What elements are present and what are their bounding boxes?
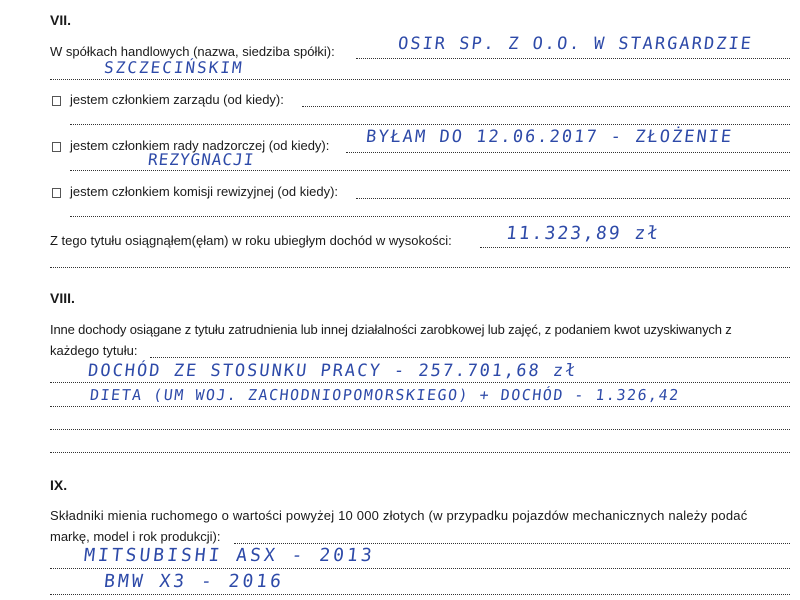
- section-8-heading: VIII.: [50, 290, 75, 306]
- companies-handwritten-1: OSIR SP. Z O.O. W STARGARDZIE: [396, 34, 754, 54]
- board-label: jestem członkiem zarządu (od kiedy):: [70, 92, 284, 107]
- supervisory-label: jestem członkiem rady nadzorczej (od kiedy):: [70, 138, 330, 153]
- other-income-line-2: [50, 382, 790, 383]
- other-income-text-1: Inne dochody osiągane z tytułu zatrudnienia lub innej działalności zarobkowej lub zajęć, z podaniem kwot uzyskiwanych z: [50, 322, 732, 337]
- movables-handwritten-2: BMW X3 - 2016: [102, 571, 286, 592]
- section-9-heading: IX.: [50, 477, 68, 493]
- companies-label: W spółkach handlowych (nazwa, siedziba spółki):: [50, 44, 335, 59]
- companies-line-2: [50, 79, 790, 80]
- movables-line-3: [50, 594, 790, 595]
- income-line-1: [480, 247, 790, 248]
- companies-line-1: [356, 58, 790, 59]
- income-handwritten: 11.323,89 zł: [504, 223, 662, 244]
- audit-line-2: [70, 216, 790, 217]
- audit-line-1: [356, 198, 790, 199]
- movables-line-1: [234, 543, 790, 544]
- other-income-handwritten-1: DOCHÓD ZE STOSUNKU PRACY - 257.701,68 zł: [86, 361, 579, 381]
- audit-checkbox[interactable]: [52, 188, 61, 198]
- companies-handwritten-2: SZCZECIŃSKIM: [103, 58, 245, 77]
- supervisory-handwritten-2: REZYGNACJI: [147, 150, 256, 169]
- other-income-handwritten-2: DIETA (UM WOJ. ZACHODNIOPOMORSKIEGO) + DOCHÓD - 1.326,42: [89, 386, 681, 404]
- movables-handwritten-1: MITSUBISHI ASX - 2013: [82, 545, 376, 566]
- other-income-line-1: [150, 357, 790, 358]
- supervisory-line-2: [70, 170, 790, 171]
- board-checkbox[interactable]: [52, 96, 61, 106]
- other-income-line-3: [50, 406, 790, 407]
- movables-text-2: markę, model i rok produkcji):: [50, 529, 221, 544]
- movables-line-2: [50, 568, 790, 569]
- supervisory-line-1: [346, 152, 790, 153]
- section-7-heading: VII.: [50, 12, 72, 28]
- movables-text-1: Składniki mienia ruchomego o wartości powyżej 10 000 złotych (w przypadku pojazdów mechanicznych należy podać: [50, 508, 748, 523]
- other-income-line-5: [50, 452, 790, 453]
- supervisory-handwritten-1: BYŁAM DO 12.06.2017 - ZŁOŻENIE: [364, 127, 735, 147]
- other-income-text-2: każdego tytułu:: [50, 343, 138, 358]
- supervisory-checkbox[interactable]: [52, 142, 61, 152]
- audit-label: jestem członkiem komisji rewizyjnej (od kiedy):: [70, 184, 339, 199]
- income-label: Z tego tytułu osiągnąłem(ęłam) w roku ubiegłym dochód w wysokości:: [50, 233, 452, 248]
- board-line-2: [70, 124, 790, 125]
- other-income-line-4: [50, 429, 790, 430]
- board-line-1: [302, 106, 790, 107]
- income-line-2: [50, 267, 790, 268]
